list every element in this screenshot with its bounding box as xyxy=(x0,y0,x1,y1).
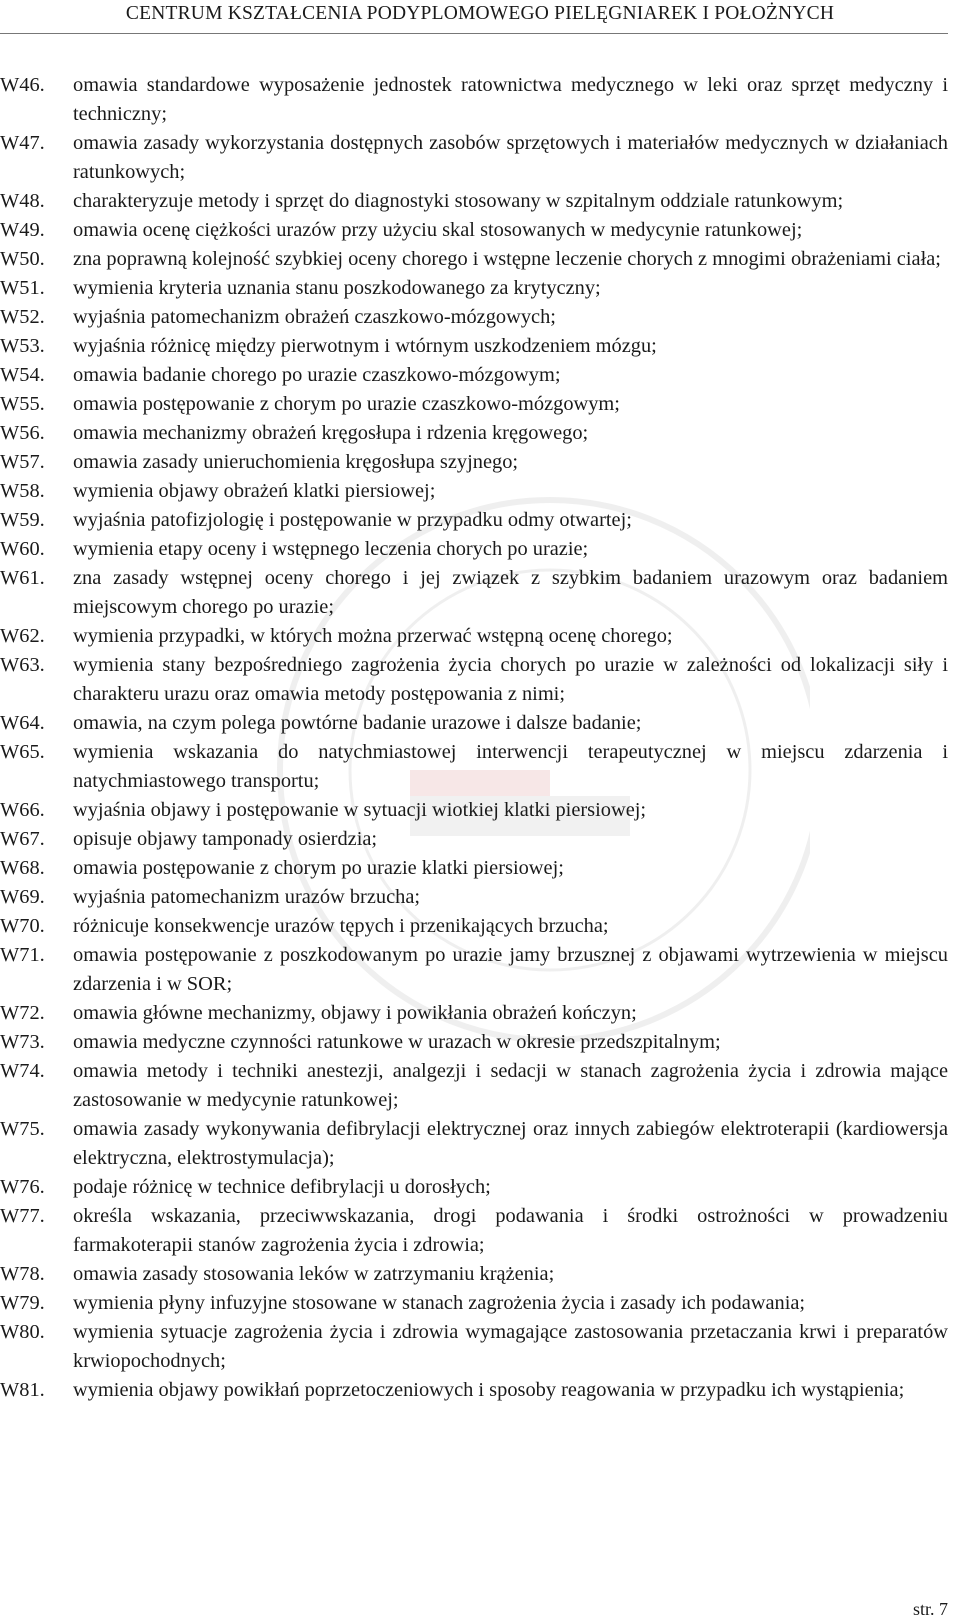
list-item xyxy=(0,1028,948,1057)
item-code: W66. xyxy=(0,799,45,821)
item-text: omawia postępowanie z chorym po urazie czaszkowo-mózgowym; xyxy=(73,393,620,415)
list-item xyxy=(0,1289,948,1318)
list-item xyxy=(0,709,948,738)
list-item xyxy=(0,622,948,651)
item-code: W56. xyxy=(0,422,45,444)
header-divider xyxy=(0,33,948,34)
item-text: omawia zasady wykorzystania dostępnych zasobów sprzętowych i materiałów medycznych w działaniach ratunkowych; xyxy=(73,132,948,183)
item-code: W75. xyxy=(0,1118,45,1140)
item-text: wyjaśnia objawy i postępowanie w sytuacji wiotkiej klatki piersiowej; xyxy=(73,799,647,821)
list-item xyxy=(0,245,948,274)
item-code: W71. xyxy=(0,944,45,966)
item-code: W64. xyxy=(0,712,45,734)
item-code: W54. xyxy=(0,364,45,386)
item-text: wymienia objawy powikłań poprzetoczeniowych i sposoby reagowania w przypadku ich wystąpienia; xyxy=(73,1379,905,1401)
item-text: omawia badanie chorego po urazie czaszkowo-mózgowym; xyxy=(73,364,561,386)
item-code: W79. xyxy=(0,1292,45,1314)
item-text: omawia mechanizmy obrażeń kręgosłupa i rdzenia kręgowego; xyxy=(73,422,589,444)
list-item xyxy=(0,361,948,390)
item-code: W55. xyxy=(0,393,45,415)
item-code: W58. xyxy=(0,480,45,502)
list-item xyxy=(0,1318,948,1376)
list-item xyxy=(0,303,948,332)
item-text: omawia zasady unieruchomienia kręgosłupa szyjnego; xyxy=(73,451,519,473)
item-text: omawia główne mechanizmy, objawy i powikłania obrażeń kończyn; xyxy=(73,1002,637,1024)
item-text: omawia medyczne czynności ratunkowe w urazach w okresie przedszpitalnym; xyxy=(73,1031,721,1053)
list-item xyxy=(0,738,948,796)
item-code: W62. xyxy=(0,625,45,647)
page-number: str. 7 xyxy=(912,1599,948,1619)
item-code: W80. xyxy=(0,1321,45,1343)
item-code: W77. xyxy=(0,1205,45,1227)
item-code: W47. xyxy=(0,132,45,154)
item-text: podaje różnicę w technice defibrylacji u dorosłych; xyxy=(73,1176,491,1198)
list-item xyxy=(0,912,948,941)
list-item xyxy=(0,941,948,999)
item-text: omawia metody i techniki anestezji, analgezji i sedacji w stanach zagrożenia życia i zdrowia mające zastosowanie w medycynie ratunkowej; xyxy=(73,1060,948,1111)
item-text: wyjaśnia patomechanizm urazów brzucha; xyxy=(73,886,421,908)
list-item xyxy=(0,129,948,187)
item-code: W74. xyxy=(0,1060,45,1082)
list-item xyxy=(0,883,948,912)
learning-outcomes-list xyxy=(0,71,948,1405)
item-text: omawia standardowe wyposażenie jednostek ratownictwa medycznego w leki oraz sprzęt medyczny i techniczny; xyxy=(73,74,948,125)
item-text: wymienia przypadki, w których można przerwać wstępną ocenę chorego; xyxy=(73,625,673,647)
item-text: wymienia etapy oceny i wstępnego leczenia chorych po urazie; xyxy=(73,538,589,560)
list-item xyxy=(0,506,948,535)
item-text: określa wskazania, przeciwwskazania, drogi podawania i środki ostrożności w prowadzeniu farmakoterapii stanów zagrożenia życia i zdrowia; xyxy=(73,1205,948,1256)
item-code: W67. xyxy=(0,828,45,850)
item-code: W53. xyxy=(0,335,45,357)
item-text: wymienia stany bezpośredniego zagrożenia życia chorych po urazie w zależności od lokalizacji siły i charakteru urazu oraz omawia metody postępowania z nimi; xyxy=(73,654,948,705)
item-code: W65. xyxy=(0,741,45,763)
list-item xyxy=(0,216,948,245)
item-code: W78. xyxy=(0,1263,45,1285)
list-item xyxy=(0,477,948,506)
list-item xyxy=(0,1173,948,1202)
list-item xyxy=(0,1202,948,1260)
list-item xyxy=(0,999,948,1028)
item-code: W52. xyxy=(0,306,45,328)
item-code: W46. xyxy=(0,74,45,96)
item-text: omawia postępowanie z chorym po urazie klatki piersiowej; xyxy=(73,857,564,879)
list-item xyxy=(0,448,948,477)
item-text: opisuje objawy tamponady osierdzia; xyxy=(73,828,378,850)
list-item xyxy=(0,564,948,622)
item-text: wyjaśnia różnicę między pierwotnym i wtórnym uszkodzeniem mózgu; xyxy=(73,335,657,357)
list-item xyxy=(0,854,948,883)
list-item xyxy=(0,1260,948,1289)
item-code: W50. xyxy=(0,248,45,270)
item-code: W69. xyxy=(0,886,45,908)
item-code: W48. xyxy=(0,190,45,212)
item-text: wymienia kryteria uznania stanu poszkodowanego za krytyczny; xyxy=(73,277,601,299)
item-text: wymienia sytuacje zagrożenia życia i zdrowia wymagające zastosowania przetaczania krwi i preparatów krwiopochodnych; xyxy=(73,1321,948,1372)
list-item xyxy=(0,332,948,361)
item-text: omawia postępowanie z poszkodowanym po urazie jamy brzusznej z objawami wytrzewienia w miejscu zdarzenia i w SOR; xyxy=(73,944,948,995)
list-item xyxy=(0,1115,948,1173)
item-text: wyjaśnia patomechanizm obrażeń czaszkowo-mózgowych; xyxy=(73,306,556,328)
list-item xyxy=(0,71,948,129)
item-code: W49. xyxy=(0,219,45,241)
item-code: W68. xyxy=(0,857,45,879)
item-text: charakteryzuje metody i sprzęt do diagnostyki stosowany w szpitalnym oddziale ratunkowym; xyxy=(73,190,844,212)
item-code: W73. xyxy=(0,1031,45,1053)
item-code: W72. xyxy=(0,1002,45,1024)
item-code: W61. xyxy=(0,567,45,589)
item-code: W57. xyxy=(0,451,45,473)
item-code: W60. xyxy=(0,538,45,560)
item-text: omawia ocenę ciężkości urazów przy użyciu skal stosowanych w medycynie ratunkowej; xyxy=(73,219,803,241)
item-text: omawia, na czym polega powtórne badanie urazowe i dalsze badanie; xyxy=(73,712,642,734)
item-code: W59. xyxy=(0,509,45,531)
item-text: zna zasady wstępnej oceny chorego i jej związek z szybkim badaniem urazowym oraz badaniem miejscowym chorego po urazie; xyxy=(73,567,948,618)
list-item xyxy=(0,390,948,419)
list-item xyxy=(0,187,948,216)
list-item xyxy=(0,419,948,448)
item-text: omawia zasady wykonywania defibrylacji elektrycznej oraz innych zabiegów elektroterapii (kardiowersja elektryczna, elektrostymulacja); xyxy=(73,1118,948,1169)
item-text: wyjaśnia patofizjologię i postępowanie w przypadku odmy otwartej; xyxy=(73,509,632,531)
item-code: W81. xyxy=(0,1379,45,1401)
item-code: W76. xyxy=(0,1176,45,1198)
item-text: różnicuje konsekwencje urazów tępych i przenikających brzucha; xyxy=(73,915,609,937)
list-item xyxy=(0,1057,948,1115)
list-item xyxy=(0,274,948,303)
item-text: zna poprawną kolejność szybkiej oceny chorego i wstępne leczenie chorych z mnogimi obrażeniami ciała; xyxy=(73,248,941,270)
item-code: W51. xyxy=(0,277,45,299)
list-item xyxy=(0,825,948,854)
list-item xyxy=(0,1376,948,1405)
list-item xyxy=(0,796,948,825)
item-text: wymienia płyny infuzyjne stosowane w stanach zagrożenia życia i zasady ich podawania; xyxy=(73,1292,806,1314)
item-text: omawia zasady stosowania leków w zatrzymaniu krążenia; xyxy=(73,1263,555,1285)
item-code: W63. xyxy=(0,654,45,676)
item-text: wymienia wskazania do natychmiastowej interwencji terapeutycznej w miejscu zdarzenia i natychmiastowego transportu; xyxy=(73,741,948,792)
item-code: W70. xyxy=(0,915,45,937)
item-text: wymienia objawy obrażeń klatki piersiowej; xyxy=(73,480,436,502)
list-item xyxy=(0,651,948,709)
list-item xyxy=(0,535,948,564)
page-header: CENTRUM KSZTAŁCENIA PODYPLOMOWEGO PIELĘGNIAREK I POŁOŻNYCH xyxy=(125,3,835,24)
